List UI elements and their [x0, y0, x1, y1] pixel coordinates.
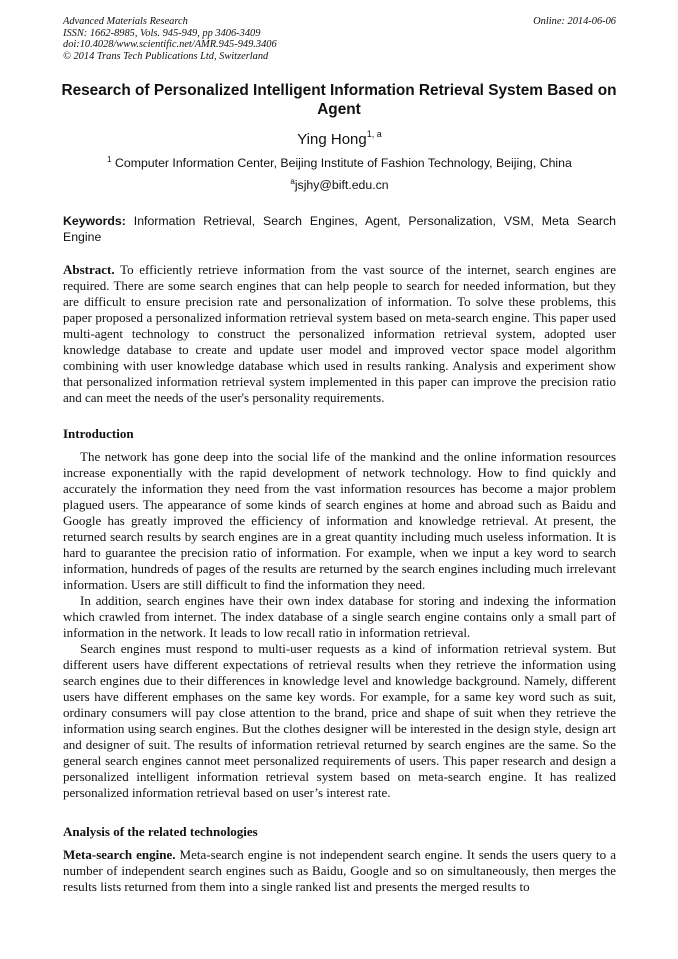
- abstract: [63, 262, 616, 406]
- affiliation: [63, 156, 616, 171]
- online-date: Online: 2014-06-06: [533, 16, 616, 27]
- meta-search-paragraph: [63, 847, 616, 895]
- keywords-label: Keywords:: [63, 214, 126, 228]
- issn-line: ISSN: 1662-8985, Vols. 945-949, pp 3406-3409: [63, 27, 261, 39]
- abstract-label: Abstract.: [63, 262, 115, 277]
- introduction-body: [63, 449, 616, 801]
- abstract-text: To efficiently retrieve information from the vast source of the internet, search engines are required. There are some search engines that can help people to search for needed information, but they are difficult to ensure precision rate and personalization of information. To solve these problems, this paper proposed a personalized information retrieval system based on meta-search engine. This paper used multi-agent technology to construct the personalized information retrieval system, adopted user knowledge database to create and update user model and improved vector space model algorithm combining with user knowledge database which used in results ranking. Analysis and experiment show that personalized information retrieval system implemented in this paper can improve the precision ratio and can meet the needs of the user's personality requirements.: [63, 262, 616, 405]
- affiliation-text: Computer Information Center, Beijing Institute of Fashion Technology, Beijing, China: [111, 156, 572, 170]
- author-superscript: 1, a: [366, 129, 382, 139]
- doi-line: doi:10.4028/www.scientific.net/AMR.945-949.3406: [63, 39, 277, 51]
- introduction-paragraph: Search engines must respond to multi-user requests as a kind of information retrieval system. But different users have different expectations of retrieval results when they retrieve the information using search engines due to their differences in knowledge level and knowledge background. Namely, different users have different emphases on the same key words. For example, for a same key word such as suit, ordinary consumers will pay close attention to the brand, price and shape of suit when they retrieve the information using search engines. But the clothes designer will be interested in the design style, design art and designer of suit. The results of information retrieval returned by search engines are the same. So the general search engines cannot meet personalized requirements of users. This paper research and design a personalized intelligent information retrieval system based on meta-search engine. It has realized personalized information retrieval based on user’s interest rate.: [63, 641, 616, 800]
- email-text: jsjhy@bift.edu.cn: [294, 178, 389, 192]
- paper-title: Research of Personalized Intelligent Information Retrieval System Based on Agent: [61, 82, 617, 118]
- copyright-line: © 2014 Trans Tech Publications Ltd, Switzerland: [63, 50, 269, 62]
- analysis-heading: Analysis of the related technologies: [63, 824, 258, 839]
- affiliation-superscript: 1: [107, 155, 112, 164]
- keywords-text: Information Retrieval, Search Engines, Agent, Personalization, VSM, Meta Search Engine: [63, 214, 616, 244]
- introduction-paragraph: The network has gone deep into the social life of the mankind and the online information resources increase exponentially with the rapid development of network technology. How to find quickly and accurately the information they need from the vast information resources has become a major problem plagued users. The appearance of some kinds of search engines at home and abroad such as Baidu and Google has greatly improved the efficiency of information and knowledge retrieval. At present, the returned search results by search engines are in a great quantity including much useless information. It is hard to guarantee the precision ratio of information. For example, when we input a key word to search information, hundreds of pages of the results are returned by the search engines including much irrelevant information. Users are still difficult to find the information they need.: [63, 449, 616, 592]
- author-name: Ying Hong: [297, 131, 367, 148]
- journal-header: [63, 16, 616, 62]
- introduction-paragraph: In addition, search engines have their own index database for storing and indexing the information which crawled from internet. The index database of a single search engine contains only a small part of information in the network. It leads to low recall ratio in information retrieval.: [63, 593, 616, 640]
- author-email: [63, 178, 616, 193]
- meta-search-label: Meta-search engine.: [63, 847, 176, 862]
- meta-search-text: Meta-search engine is not independent search engine. It sends the users query to a number of independent search engines such as Baidu, Google and so on simultaneously, then merges the results lists returned from them into a single ranked list and presents the merged results to: [63, 847, 616, 894]
- journal-name: Advanced Materials Research: [63, 16, 188, 27]
- author-line: [63, 131, 616, 149]
- email-superscript: a: [290, 177, 295, 186]
- introduction-heading: Introduction: [63, 426, 134, 441]
- keywords: [63, 214, 616, 245]
